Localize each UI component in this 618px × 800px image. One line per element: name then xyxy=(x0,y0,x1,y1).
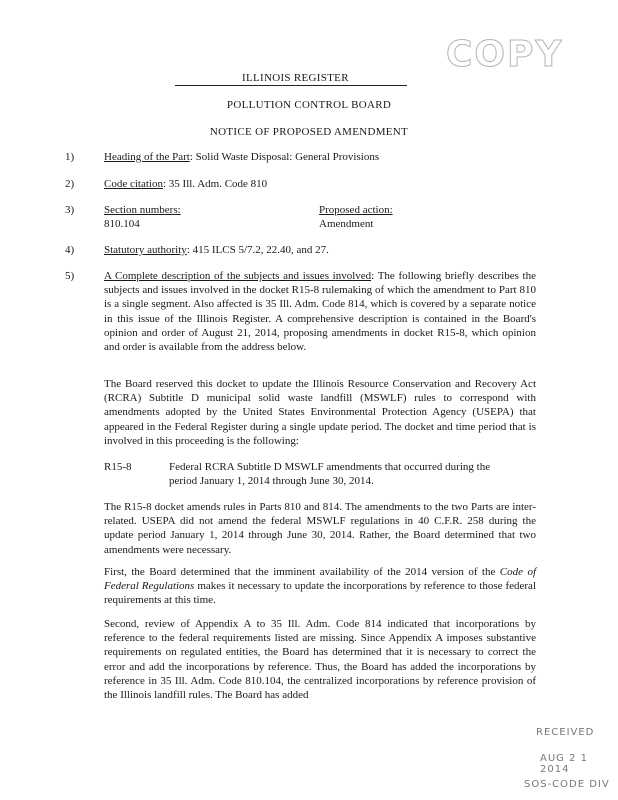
item-1 xyxy=(104,150,379,164)
item-4 xyxy=(104,243,329,257)
register-underline xyxy=(175,85,407,86)
item-2-label: Code citation xyxy=(104,178,163,190)
item-4-number: 4) xyxy=(65,244,75,256)
item-4-label: Statutory authority xyxy=(104,244,187,256)
item-5-paragraph-3: The R15-8 docket amends rules in Parts 810 and 814. The amendments to the two Parts are inter-related. USEPA did not amend the federal MSWLF regulations in 40 C.F.R. 258 during the update period January 1, 2014 through June 30, 2014. Rather, the Board determined that two amendments were necessary. xyxy=(104,501,536,556)
p4-text-b: makes it necessary to update the incorporations by reference to those federal requirements at this time. xyxy=(104,580,536,607)
item-4-value: : 415 ILCS 5/7.2, 22.40, and 27. xyxy=(186,244,329,256)
item-3-section: 810.104 xyxy=(104,218,140,230)
received-stamp-date: AUG 2 1 2014 xyxy=(540,753,588,775)
docket-line-2: period January 1, 2014 through June 30, 2014. xyxy=(169,475,374,487)
item-2-number: 2) xyxy=(65,178,75,190)
item-5-p1-text: : The following briefly describes the subjects and issues involved in the docket R15-8 rulemaking of which the amendment to Part 810 is a single segment. Also affected is 35 Ill. Adm. Code 814, which is covered by a separate notice in this issue of the Illinois Register. A comprehensive description is contained in the Board's opinion and order of August 21, 2014, proposing amendments in docket R15-8, which opinion and order is available from the address below. xyxy=(104,270,536,354)
item-3-label: Section numbers: xyxy=(104,204,181,216)
board-title: POLLUTION CONTROL BOARD xyxy=(226,99,392,111)
register-title: ILLINOIS REGISTER xyxy=(242,72,349,84)
received-stamp-label: RECEIVED xyxy=(536,727,595,738)
item-1-number: 1) xyxy=(65,151,75,163)
item-5-label: A Complete description of the subjects and issues involved xyxy=(104,270,372,282)
p4-cfr-title: Code of Federal Regulations xyxy=(104,566,536,593)
item-5-number: 5) xyxy=(65,270,75,282)
item-1-label: Heading of the Part xyxy=(104,151,190,163)
item-3-action-label: Proposed action: xyxy=(319,204,393,216)
received-stamp-division: SOS-CODE DIV xyxy=(524,779,610,790)
notice-title: NOTICE OF PROPOSED AMENDMENT xyxy=(209,126,409,138)
item-3-action: Amendment xyxy=(319,218,374,230)
docket-id: R15-8 xyxy=(104,461,132,473)
item-2-value: : 35 Ill. Adm. Code 810 xyxy=(162,178,268,190)
item-5-paragraph-4 xyxy=(104,565,536,608)
item-2 xyxy=(104,177,267,191)
item-3-number: 3) xyxy=(65,204,75,216)
docket-line-1: Federal RCRA Subtitle D MSWLF amendments that occurred during the xyxy=(169,461,491,473)
item-5-paragraph-1 xyxy=(104,269,536,354)
copy-stamp: COPY xyxy=(446,34,564,75)
item-5-paragraph-5: Second, review of Appendix A to 35 Ill. Adm. Code 814 indicated that incorporations by reference to the federal requirements listed are missing. Since Appendix A imposes substantive requirements on regulated entities, the Board has determined that it is necessary to correct the error and add the incorporations by reference. Thus, the Board has added the incorporations by reference in 35 Ill. Adm. Code 810.104, the centralized incorporations by reference provision of the Illinois landfill rules. The Board has added xyxy=(104,618,536,702)
item-5-paragraph-2: The Board reserved this docket to update the Illinois Resource Conservation and Recovery Act (RCRA) Subtitle D municipal solid waste landfill (MSWLF) rules to correspond with amendments adopted by the United States Environmental Protection Agency (USEPA) that appeared in the Federal Register during a single update period. The docket and time period that is involved in this proceeding is the following: xyxy=(104,378,536,447)
p4-text-a: First, the Board determined that the imminent availability of the 2014 version of the xyxy=(104,566,500,578)
item-1-value: : Solid Waste Disposal: General Provisions xyxy=(189,151,380,163)
